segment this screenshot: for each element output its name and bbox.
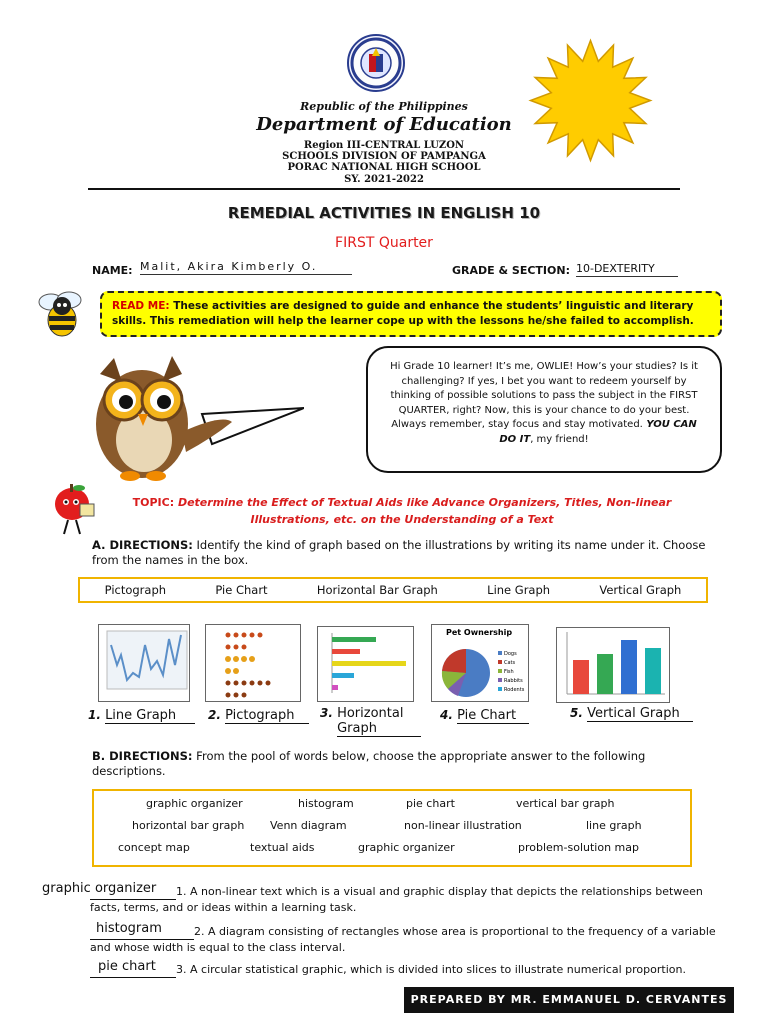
word-pool-item: graphic organizer [358,841,455,854]
grade-section-label: GRADE & SECTION: [452,264,570,277]
prepared-by-footer: PREPARED BY MR. EMMANUEL D. CERVANTES [404,987,734,1013]
answer-1-field[interactable]: Line Graph [105,708,195,724]
vertical-bar-graph-image [556,627,670,703]
school-text: PORAC NATIONAL HIGH SCHOOL [287,162,481,173]
directions-a [92,538,712,568]
question-1: graphic organizer 1. A non-linear text which is a visual and graphic display that depicts the relationships between facts, terms, and or ideas within a learning task. [42,881,703,914]
pie-chart-image [431,624,529,702]
word-pool-item: textual aids [250,841,315,854]
topic-prefix: TOPIC: [132,496,175,509]
pie-legend-cats: Cats [504,660,516,666]
region-text: Region III-CENTRAL LUZON [303,140,465,151]
question-2: histogram 2. A diagram consisting of rectangles whose area is proportional to the frequency of a variable and whose width is equal to the class interval. [90,921,716,954]
header-divider [88,188,680,190]
word-pool-item: problem-solution map [518,841,639,854]
line-graph-image [98,624,190,702]
question-3: pie chart 3. A circular statistical graphic, which is divided into slices to illustrate numerical proportion. [90,962,720,978]
answer-2-field[interactable]: Pictograph [225,708,309,724]
department-title: Department of Education [256,114,512,135]
readme-notice [100,291,722,337]
word-pool-item: graphic organizer [146,797,243,810]
answer-5: 5. Vertical Graph [570,706,693,722]
question-3-answer[interactable]: pie chart [98,959,156,974]
answer-3: 3. Horizontal Graph [320,706,421,737]
directions-b [92,749,712,779]
word-pool-item: non-linear illustration [404,819,522,832]
topic-body: Determine the Effect of Textual Aids like Advance Organizers, Titles, Non-linear Illustrations, etc. on the Understanding of a Text [174,496,672,526]
choice-pie-chart: Pie Chart [215,583,268,597]
word-pool-item: Venn diagram [270,819,347,832]
apple-reading-icon [50,480,98,538]
choice-line-graph: Line Graph [487,583,551,597]
choice-horizontal-bar-graph: Horizontal Bar Graph [316,583,438,597]
readme-prefix: READ ME: [112,300,170,312]
name-field[interactable]: Malit, Akira Kimberly O. [140,260,352,275]
word-pool-item: horizontal bar graph [132,819,245,832]
school-year-text: SY. 2021-2022 [344,174,424,185]
word-pool-box [92,789,692,867]
speech-emphasis: YOU CAN DO IT [499,419,697,445]
quarter-heading: FIRST Quarter [335,235,433,251]
answer-1: 1. Line Graph [88,708,195,724]
deped-seal-icon [347,34,405,92]
choice-vertical-graph: Vertical Graph [599,583,682,597]
owl-speech-bubble [366,346,722,473]
name-label: NAME: [92,264,133,277]
answer-4: 4. Pie Chart [440,708,529,724]
directions-b-label: B. DIRECTIONS: [92,749,193,763]
directions-b-text: From the pool of words below, choose the appropriate answer to the following descriptions. [92,749,646,778]
answer-5-field[interactable]: Vertical Graph [587,706,693,722]
answer-2: 2. Pictograph [208,708,309,724]
horizontal-bar-graph-image [317,626,414,702]
word-pool-item: line graph [586,819,642,832]
answer-4-field[interactable]: Pie Chart [457,708,529,724]
bee-icon [34,290,90,340]
directions-a-text: Identify the kind of graph based on the illustrations by writing its name under it. Choose from the names in the box. [92,538,706,567]
division-text: SCHOOLS DIVISION OF PAMPANGA [282,151,486,162]
word-pool-item: concept map [118,841,190,854]
word-pool-item: histogram [298,797,354,810]
pie-legend-dogs: Dogs [504,651,517,657]
word-pool-item: pie chart [406,797,455,810]
speech-ending: , my friend! [530,433,589,445]
pictograph-image [205,624,301,702]
question-2-answer[interactable]: histogram [96,921,162,936]
readme-text: These activities are designed to guide and enhance the students’ linguistic and literary skills. This remediation will help the learner cope up with the lessons he/she failed to accomplish. [112,300,694,327]
page-title: REMEDIAL ACTIVITIES IN ENGLISH 10 [227,204,541,222]
pie-legend-rabbits: Rabbits [504,678,523,684]
speech-text: Hi Grade 10 learner! It’s me, OWLIE! How’s your studies? Is it challenging? If yes, I bet you want to redeem yourself by thinking of possible solutions to pass the subject in the FIRST QUARTER, right? Now, this is your chance to do your best. Always remember, stay focus and stay motivated. [390,361,698,430]
graph-choices-box [78,577,708,603]
republic-text: Republic of the Philippines [300,100,468,113]
directions-a-label: A. DIRECTIONS: [92,538,193,552]
pie-legend-rodents: Rodents [504,687,525,693]
owl-mascot-icon [82,352,304,482]
choice-pictograph: Pictograph [104,583,167,597]
pie-legend-fish: Fish [504,669,514,675]
grade-section-field[interactable]: 10-DEXTERITY [576,262,678,277]
pie-chart-title: Pet Ownership [446,628,513,637]
topic-text [92,494,712,528]
question-1-answer[interactable]: graphic organizer [42,881,157,896]
answer-3-field[interactable]: Horizontal Graph [337,706,421,737]
word-pool-item: vertical bar graph [516,797,615,810]
